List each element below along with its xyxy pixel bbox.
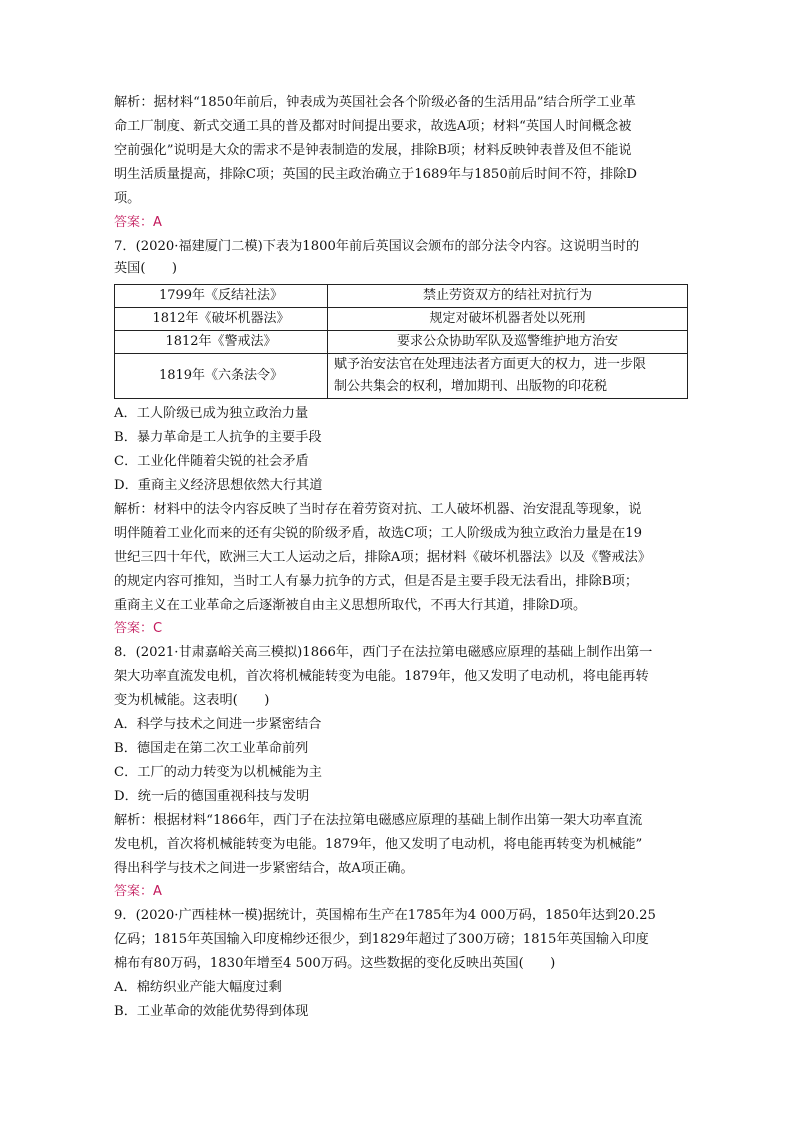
question-stem: 亿码；1815年英国输入印度棉纱还很少，到1829年超过了300万磅；1815年英国输入印度 xyxy=(114,932,649,947)
option-b: B．暴力革命是工人抗争的主要手段 xyxy=(114,430,322,445)
analysis-line: 明伴随着工业化而来的还有尖锐的阶级矛盾，故选C项；工人阶级成为独立政治力量是在19 xyxy=(114,526,642,541)
analysis-line: 空前强化”说明是大众的需求不是钟表制造的发展，排除B项；材料反映钟表普及但不能说 xyxy=(114,143,632,158)
analysis-line: 发电机，首次将机械能转变为电能。1879年，他又发明了电动机，将电能再转变为机械能” xyxy=(114,837,643,852)
question-stem: 架大功率直流发电机，首次将机械能转变为电能。1879年，他又发明了电动机，将电能再转 xyxy=(114,669,649,684)
answer-label: 答案：C xyxy=(114,621,163,636)
option-b: B．工业革命的效能优势得到体现 xyxy=(114,1004,309,1019)
law-content-line: 制公共集会的权利，增加期刊、出版物的印花税 xyxy=(334,379,608,394)
option-b: B．德国走在第二次工业革命前列 xyxy=(114,741,309,756)
table-row xyxy=(115,331,688,354)
law-name-cell: 1799年《反结社法》 xyxy=(115,285,328,308)
law-table xyxy=(114,284,688,399)
law-name-cell: 1812年《警戒法》 xyxy=(115,331,328,354)
answer-label: 答案：A xyxy=(114,215,162,230)
analysis-line: 项。 xyxy=(114,191,141,206)
table-row xyxy=(115,285,688,308)
option-c: C．工厂的动力转变为以机械能为主 xyxy=(114,765,322,780)
analysis-line: 世纪三四十年代，欧洲三大工人运动之后，排除A项；据材料《破坏机器法》以及《警戒法》 xyxy=(114,550,652,565)
law-content-cell: 禁止劳资双方的结社对抗行为 xyxy=(328,285,688,308)
law-content-cell: 规定对破坏机器者处以死刑 xyxy=(328,308,688,331)
question-stem: 英国( ) xyxy=(114,261,178,276)
table-row xyxy=(115,308,688,331)
law-content-line: 赋予治安法官在处理违法者方面更大的权力，进一步限 xyxy=(334,357,647,372)
option-a: A．科学与技术之间进一步紧密结合 xyxy=(114,717,322,732)
question-stem: 8．(2021·甘肃嘉峪关高三模拟)1866年，西门子在法拉第电磁感应原理的基础上制作出第一 xyxy=(114,645,653,660)
answer-label: 答案：A xyxy=(114,884,162,899)
question-stem: 7．(2020·福建厦门二模)下表为1800年前后英国议会颁布的部分法令内容。这说明当时的 xyxy=(114,239,640,254)
question-stem: 变为机械能。这表明( ) xyxy=(114,693,270,708)
law-content-cell: 要求公众协助军队及巡警维护地方治安 xyxy=(328,331,688,354)
option-d: D．重商主义经济思想依然大行其道 xyxy=(114,478,323,493)
analysis-line: 解析：材料中的法令内容反映了当时存在着劳资对抗、工人破坏机器、治安混乱等现象，说 xyxy=(114,502,642,517)
table-row xyxy=(115,354,688,399)
analysis-line: 重商主义在工业革命之后逐渐被自由主义思想所取代，不再大行其道，排除D项。 xyxy=(114,598,587,613)
option-d: D．统一后的德国重视科技与发明 xyxy=(114,789,310,804)
analysis-line: 的规定内容可推知，当时工人有暴力抗争的方式，但是否是主要手段无法看出，排除B项； xyxy=(114,574,638,589)
question-stem: 9．(2020·广西桂林一模)据统计，英国棉布生产在1785年为4 000万码，1850年达到20.25 xyxy=(114,908,656,923)
law-name-cell: 1819年《六条法令》 xyxy=(115,354,328,399)
option-c: C．工业化伴随着尖锐的社会矛盾 xyxy=(114,454,309,469)
analysis-line: 明生活质量提高，排除C项；英国的民主政治确立于1689年与1850前后时间不符，排除D xyxy=(114,167,637,182)
question-stem: 棉布有80万码，1830年增至4 500万码。这些数据的变化反映出英国( ) xyxy=(114,956,556,971)
option-a: A．工人阶级已成为独立政治力量 xyxy=(114,406,309,421)
analysis-line: 得出科学与技术之间进一步紧密结合，故A项正确。 xyxy=(114,861,414,876)
option-a: A．棉纺织业产能大幅度过剩 xyxy=(114,980,282,995)
law-name-cell: 1812年《破坏机器法》 xyxy=(115,308,328,331)
analysis-line: 解析：根据材料“1866年，西门子在法拉第电磁感应原理的基础上制作出第一架大功率直流 xyxy=(114,813,643,828)
analysis-line: 命工厂制度、新式交通工具的普及都对时间提出要求，故选A项；材料“英国人时间概念被 xyxy=(114,119,632,134)
analysis-line: 解析：据材料“1850年前后，钟表成为英国社会各个阶级必备的生活用品”结合所学工业革 xyxy=(114,95,636,110)
law-content-cell xyxy=(328,354,688,399)
